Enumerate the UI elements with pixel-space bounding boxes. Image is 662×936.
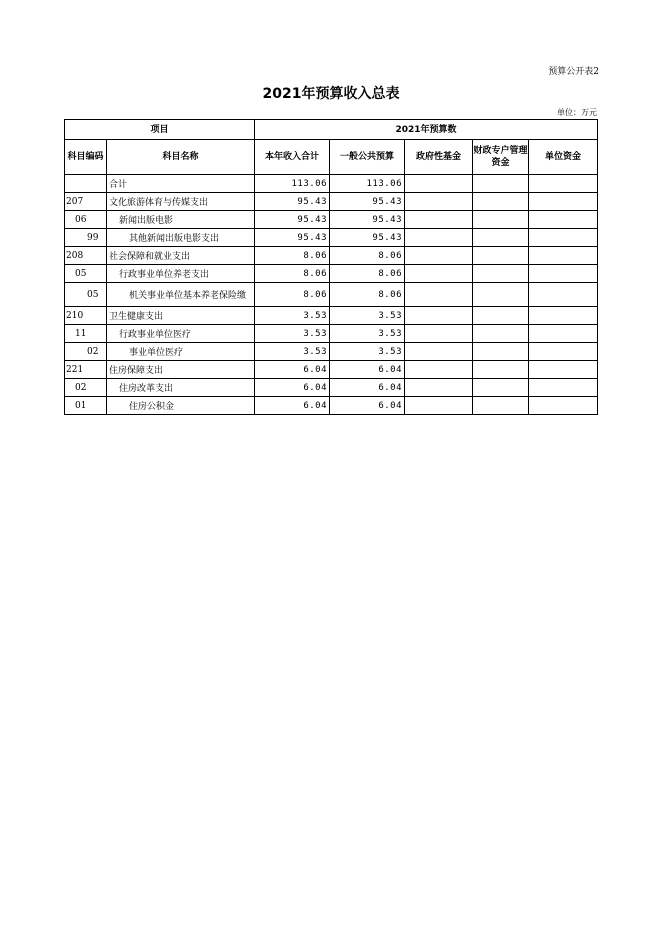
row-code: 05 bbox=[65, 283, 107, 307]
row-total: 6.04 bbox=[255, 361, 330, 379]
table-row bbox=[65, 247, 598, 265]
row-code: 02 bbox=[65, 343, 107, 361]
row-code: 207 bbox=[65, 193, 107, 211]
row-total: 95.43 bbox=[255, 229, 330, 247]
row-general: 8.06 bbox=[330, 283, 405, 307]
header-fund: 政府性基金 bbox=[405, 140, 473, 175]
table-row bbox=[65, 229, 598, 247]
table-row bbox=[65, 343, 598, 361]
row-name: 住房公积金 bbox=[107, 397, 255, 415]
row-name: 卫生健康支出 bbox=[107, 307, 255, 325]
row-special bbox=[473, 379, 529, 397]
row-general: 3.53 bbox=[330, 307, 405, 325]
row-total: 8.06 bbox=[255, 283, 330, 307]
row-name: 住房改革支出 bbox=[107, 379, 255, 397]
row-unit-fund bbox=[529, 193, 598, 211]
row-total: 8.06 bbox=[255, 265, 330, 283]
row-name: 社会保障和就业支出 bbox=[107, 247, 255, 265]
row-general: 95.43 bbox=[330, 211, 405, 229]
row-fund bbox=[405, 361, 473, 379]
table-row bbox=[65, 175, 598, 193]
row-name: 机关事业单位基本养老保险缴 bbox=[107, 283, 255, 307]
row-code: 05 bbox=[65, 265, 107, 283]
row-special bbox=[473, 193, 529, 211]
row-general: 113.06 bbox=[330, 175, 405, 193]
table-row bbox=[65, 397, 598, 415]
row-unit-fund bbox=[529, 283, 598, 307]
header-item-group: 项目 bbox=[65, 120, 255, 140]
row-special bbox=[473, 175, 529, 193]
row-name: 事业单位医疗 bbox=[107, 343, 255, 361]
row-total: 3.53 bbox=[255, 343, 330, 361]
header-special: 财政专户管理资金 bbox=[473, 140, 529, 175]
row-general: 3.53 bbox=[330, 343, 405, 361]
row-unit-fund bbox=[529, 343, 598, 361]
row-fund bbox=[405, 193, 473, 211]
header-budget-group: 2021年预算数 bbox=[255, 120, 598, 140]
row-code: 208 bbox=[65, 247, 107, 265]
row-fund bbox=[405, 229, 473, 247]
row-total: 95.43 bbox=[255, 211, 330, 229]
row-special bbox=[473, 229, 529, 247]
row-unit-fund bbox=[529, 325, 598, 343]
form-number: 预算公开表2 bbox=[548, 67, 599, 77]
row-unit-fund bbox=[529, 265, 598, 283]
row-general: 8.06 bbox=[330, 265, 405, 283]
row-fund bbox=[405, 379, 473, 397]
row-code: 11 bbox=[65, 325, 107, 343]
row-special bbox=[473, 361, 529, 379]
table-row bbox=[65, 283, 598, 307]
row-fund bbox=[405, 247, 473, 265]
row-total: 8.06 bbox=[255, 247, 330, 265]
row-unit-fund bbox=[529, 175, 598, 193]
header-total: 本年收入合计 bbox=[255, 140, 330, 175]
table-row bbox=[65, 265, 598, 283]
row-general: 95.43 bbox=[330, 229, 405, 247]
row-unit-fund bbox=[529, 211, 598, 229]
unit-label: 单位：万元 bbox=[557, 108, 597, 117]
row-unit-fund bbox=[529, 397, 598, 415]
table-row bbox=[65, 325, 598, 343]
page-title: 2021年预算收入总表 bbox=[262, 86, 400, 102]
budget-income-table bbox=[64, 119, 598, 415]
row-name: 行政事业单位养老支出 bbox=[107, 265, 255, 283]
row-total: 113.06 bbox=[255, 175, 330, 193]
row-special bbox=[473, 397, 529, 415]
row-total: 3.53 bbox=[255, 307, 330, 325]
row-name: 合计 bbox=[107, 175, 255, 193]
row-name: 住房保障支出 bbox=[107, 361, 255, 379]
row-total: 6.04 bbox=[255, 379, 330, 397]
header-unit-fund: 单位资金 bbox=[529, 140, 598, 175]
row-code: 99 bbox=[65, 229, 107, 247]
row-code: 01 bbox=[65, 397, 107, 415]
row-general: 6.04 bbox=[330, 379, 405, 397]
table-row bbox=[65, 193, 598, 211]
header-code: 科目编码 bbox=[65, 140, 107, 175]
row-fund bbox=[405, 307, 473, 325]
row-fund bbox=[405, 175, 473, 193]
row-general: 8.06 bbox=[330, 247, 405, 265]
row-special bbox=[473, 343, 529, 361]
row-special bbox=[473, 325, 529, 343]
table-row bbox=[65, 361, 598, 379]
row-fund bbox=[405, 265, 473, 283]
row-code: 210 bbox=[65, 307, 107, 325]
table-row bbox=[65, 211, 598, 229]
row-code: 02 bbox=[65, 379, 107, 397]
table-row bbox=[65, 307, 598, 325]
row-name: 文化旅游体育与传媒支出 bbox=[107, 193, 255, 211]
row-special bbox=[473, 211, 529, 229]
row-special bbox=[473, 307, 529, 325]
row-fund bbox=[405, 283, 473, 307]
row-name: 其他新闻出版电影支出 bbox=[107, 229, 255, 247]
row-code: 06 bbox=[65, 211, 107, 229]
row-special bbox=[473, 247, 529, 265]
row-general: 95.43 bbox=[330, 193, 405, 211]
row-unit-fund bbox=[529, 361, 598, 379]
row-fund bbox=[405, 211, 473, 229]
row-special bbox=[473, 265, 529, 283]
row-unit-fund bbox=[529, 229, 598, 247]
row-total: 3.53 bbox=[255, 325, 330, 343]
row-general: 6.04 bbox=[330, 361, 405, 379]
row-total: 95.43 bbox=[255, 193, 330, 211]
row-fund bbox=[405, 397, 473, 415]
row-special bbox=[473, 283, 529, 307]
row-unit-fund bbox=[529, 379, 598, 397]
row-fund bbox=[405, 343, 473, 361]
row-general: 6.04 bbox=[330, 397, 405, 415]
header-general: 一般公共预算 bbox=[330, 140, 405, 175]
row-general: 3.53 bbox=[330, 325, 405, 343]
table-row bbox=[65, 379, 598, 397]
row-code: 221 bbox=[65, 361, 107, 379]
row-total: 6.04 bbox=[255, 397, 330, 415]
row-unit-fund bbox=[529, 307, 598, 325]
row-unit-fund bbox=[529, 247, 598, 265]
row-code bbox=[65, 175, 107, 193]
row-fund bbox=[405, 325, 473, 343]
row-name: 新闻出版电影 bbox=[107, 211, 255, 229]
row-name: 行政事业单位医疗 bbox=[107, 325, 255, 343]
header-name: 科目名称 bbox=[107, 140, 255, 175]
